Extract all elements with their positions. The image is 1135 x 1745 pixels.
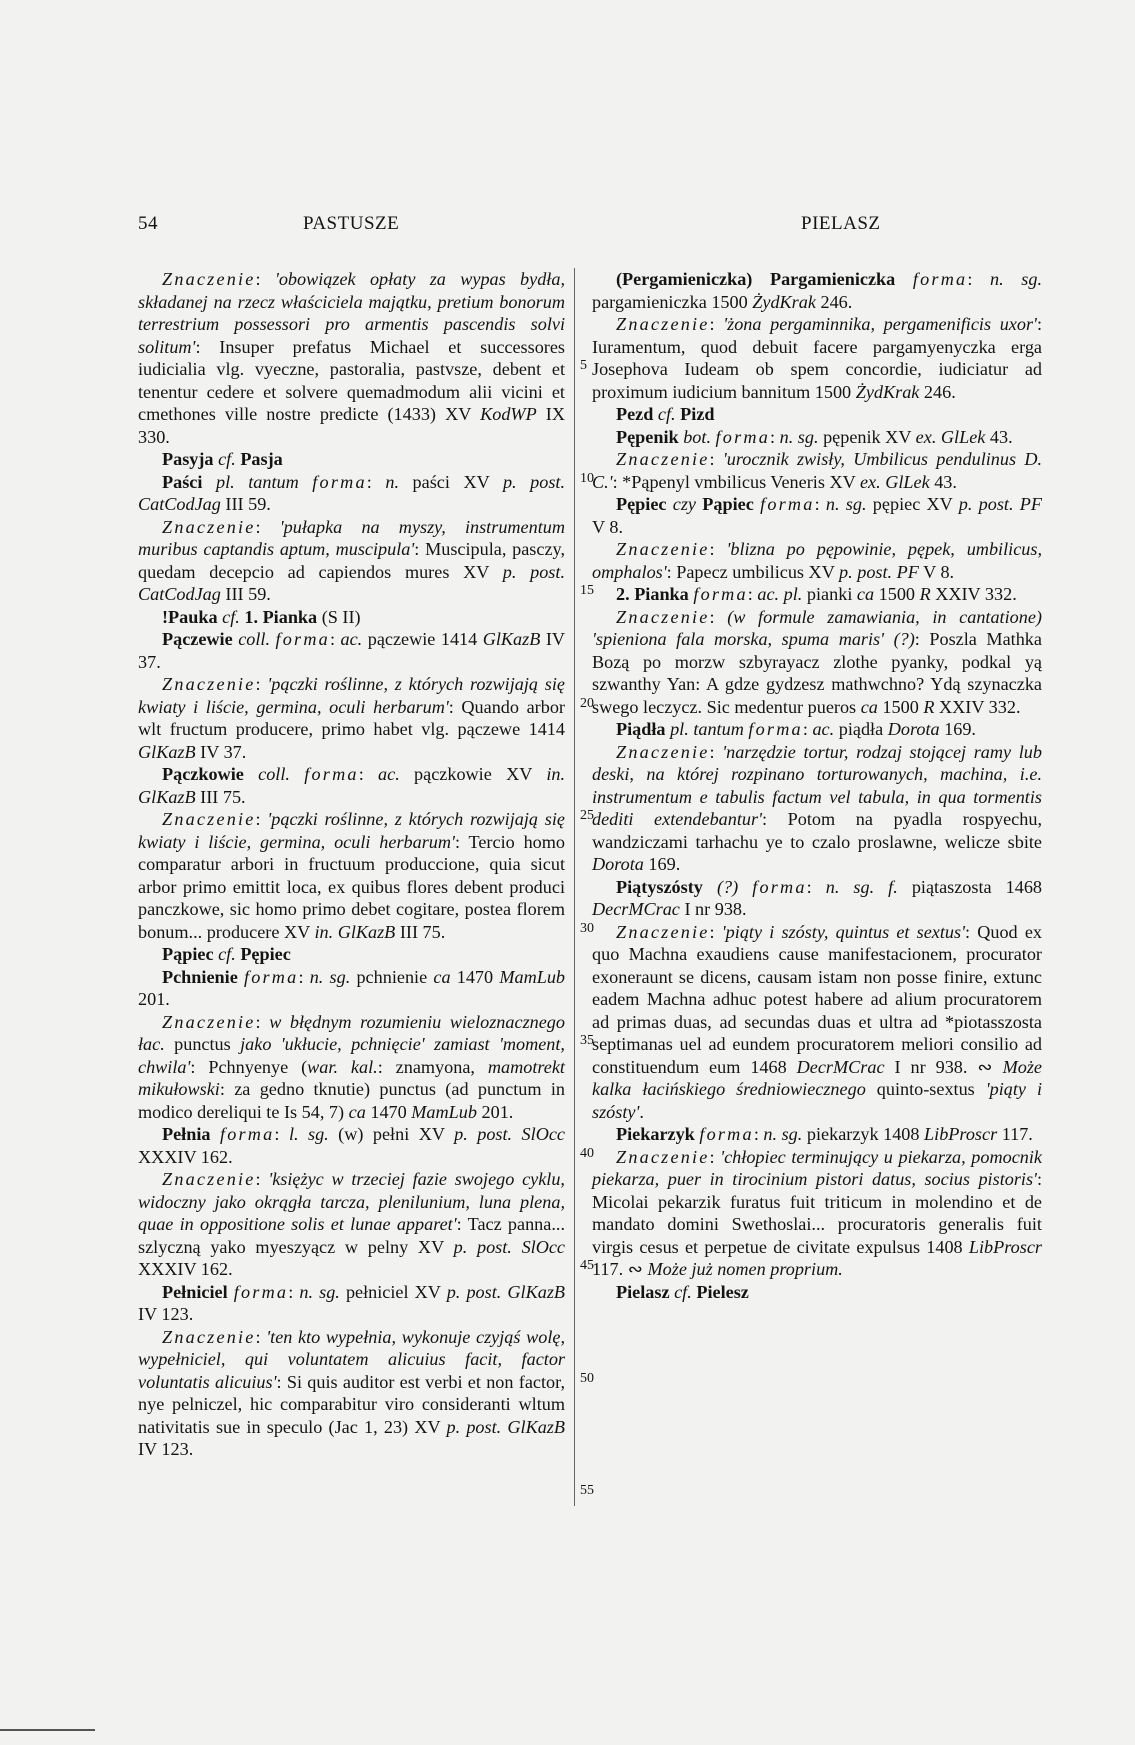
right-column-paragraph: Znaczenie: 'chłopiec terminujący u piekarza, pomocnik piekarza, puer in tirocinium pistori datus, socius pistoris': Micolai pekarzik furatus fuit triticum in molendino et de mandato domini Swethoslai... procuratoris generalis fuit virgis cesus et perpetue de civitate expulsus 1408 LibProscr 117. ∾ Może już nomen proprium. — [592, 1146, 1042, 1279]
right-column-paragraph: Znaczenie: 'narzędzie tortur, rodzaj stojącej ramy lub deski, na której rozpinano torturowanych, machina, i.e. instrumentum e tabulis factum vel tabula, in qua tormentis dediti extendebantur': Potom na pyadla rospyechu, wandziczami tarhachu ye to czalo proslawne, welicze sbite Dorota 169. — [592, 741, 1042, 874]
right-column-paragraph: 2. Pianka forma: ac. pl. pianki ca 1500 R XXIV 332. — [616, 584, 1017, 604]
right-column-paragraph: Znaczenie: 'piąty i szósty, quintus et sextus': Quod ex quo Machna exaudiens cause manifestacionem, procurator exoneraunt se dicens, causam istam non posse finire, extunc eadem Machna adhuc potest habere ad alium procuratorem ad primas duas, ad secundas duas et ultra ad *piotasszosta septimanas uel ad eundem procuratorem meliori consilio ad constituendum eum 1468 DecrMCrac I nr 938. ∾ Może kalka łacińskiego średniowiecznego quinto-sextus 'piąty i szósty'. — [592, 921, 1043, 1122]
right-column-paragraph: Piądła pl. tantum forma: ac. piądła Dorota 169. — [616, 719, 976, 739]
right-column-paragraph: Pępenik bot. forma: n. sg. pępenik XV ex. GlLek 43. — [616, 426, 1013, 447]
line-number: 15 — [580, 583, 594, 598]
page-number: 54 — [138, 213, 158, 234]
right-column — [592, 268, 1042, 1303]
line-number: 20 — [580, 695, 594, 711]
column-divider — [574, 268, 575, 1506]
footer-rule — [0, 1729, 95, 1731]
right-guide-word: PIELASZ — [801, 213, 881, 234]
left-column-paragraph: Paści pl. tantum forma: n. paści XV p. post. CatCodJag III 59. — [138, 471, 565, 514]
right-column-paragraph: Znaczenie: 'urocznik zwisły, Umbilicus pendulinus D. C.': *Pąpenyl vmbilicus Veneris XV ex. GlLek 43. — [592, 449, 1042, 492]
right-column-paragraph: Piekarzyk forma: n. sg. piekarzyk 1408 LibProscr 117. — [616, 1124, 1033, 1144]
left-guide-word: PASTUSZE — [303, 213, 400, 234]
left-column-paragraph: Pąpiec cf. Pępiec — [162, 944, 291, 964]
line-number: 25 — [580, 808, 594, 823]
left-column-paragraph: Znaczenie: 'księżyc w trzeciej fazie swojego cyklu, widoczny jako okrągła tarcza, plenilunium, luna plena, quae in oppositione solis et lunae apparet': Tacz panna... szlyczną yako myeszyącz w pelny XV p. post. SlOcc XXXIV 162. — [138, 1169, 566, 1279]
line-number: 35 — [580, 1033, 594, 1048]
line-number: 5 — [580, 358, 587, 373]
left-column-paragraph: Pchnienie forma: n. sg. pchnienie ca 1470 MamLub 201. — [138, 966, 566, 1009]
right-column-paragraph: Znaczenie: (w formule zamawiania, in cantatione) 'spieniona fala morska, spuma maris' (?): Poszla Mathka Bozą po morzw szbyrayacz zlothe pyanky, podkal yą szwanthy Yan: A gdze gydzesz mathwchno? Ydą szynaczka swego leczycz. Sic medentur pueros ca 1500 R XXIV 332. — [592, 606, 1042, 717]
left-column-paragraph: Pączewie coll. forma: ac. pączewie 1414 GlKazB IV 37. — [138, 629, 566, 672]
left-column — [138, 268, 565, 1461]
line-number: 30 — [580, 920, 594, 936]
left-column-paragraph: Znaczenie: 'obowiązek opłaty za wypas bydła, składanej na rzecz właściciela majątku, pretium bonorum terrestrium possessori pro armentis pascendis solvi solitum': Insuper prefatus Michael et successores iudicialia vlg. vyeczne, pastoralia, pastvsze, debent et tenentur cedere et solvere quemadmodum alii vicini et cmethones ville nostre predicte (1433) XV KodWP IX 330. — [138, 269, 565, 447]
left-column-paragraph: Znaczenie: 'ten kto wypełnia, wykonuje czyjąś wolę, wypełniciel, qui voluntatem alicuius facit, factor voluntatis alicuius': Si quis auditor est verbi et non factor, nye pelniczel, hic comparabitur viro consideranti wltum nativitatis sue in speculo (Jac 1, 23) XV p. post. GlKazB IV 123. — [138, 1326, 565, 1459]
left-column-paragraph: Pasyja cf. Pasja — [162, 449, 283, 469]
right-column-paragraph: Znaczenie: 'żona pergaminnika, pergamenificis uxor': Iuramentum, quod debuit facere pargamyenyczka erga Josephova Iudeam ob spem concordie, iudiciatur ad proximum iudicium bannitum 1500 ŻydKrak 246. — [592, 314, 1042, 402]
line-number: 45 — [580, 1258, 594, 1273]
line-number: 55 — [580, 1483, 594, 1498]
line-number: 50 — [580, 1370, 594, 1386]
right-column-paragraph: Pezd cf. Pizd — [616, 404, 715, 424]
left-column-paragraph: Pełniciel forma: n. sg. pełniciel XV p. post. GlKazB IV 123. — [138, 1281, 566, 1324]
right-column-paragraph: Pielasz cf. Pielesz — [616, 1281, 749, 1302]
left-column-paragraph: Pełnia forma: l. sg. (w) pełni XV p. post. SlOcc XXXIV 162. — [138, 1124, 565, 1167]
line-number: 10 — [580, 470, 594, 486]
left-column-paragraph: Znaczenie: 'pułapka na myszy, instrumentum muribus captandis aptum, muscipula': Muscipula, pasczy, quedam decepcio ad capiendos mures XV p. post. CatCodJag III 59. — [138, 516, 565, 604]
right-column-paragraph: Piątyszósty (?) forma: n. sg. f. piątaszosta 1468 DecrMCrac I nr 938. — [592, 876, 1043, 919]
line-number: 40 — [580, 1145, 594, 1161]
right-column-paragraph: Znaczenie: 'blizna po pępowinie, pępek, umbilicus, omphalos': Papecz umbilicus XV p. post. PF V 8. — [592, 539, 1042, 582]
left-column-paragraph: Znaczenie: 'pączki roślinne, z których rozwijają się kwiaty i liście, germina, oculi herbarum': Tercio homo comparatur arbori in fructuum produccione, quia sicut arbor primo emittit loca, ex quibus flores debent produci panczkowe, sic homo primo debet cogitare, postea florem bonum... producere XV in. GlKazB III 75. — [138, 809, 566, 942]
left-column-paragraph: Pączkowie coll. forma: ac. pączkowie XV in. GlKazB III 75. — [138, 764, 566, 807]
left-column-paragraph: Znaczenie: w błędnym rozumieniu wieloznacznego łac. punctus jako 'ukłucie, pchnięcie' zamiast 'moment, chwila': Pchnyenye (war. kal.: znamyona, mamotrekt mikułowski: za gedno tknutie) punctus (ad punctum in modico dereliqui te Is 54, 7) ca 1470 MamLub 201. — [138, 1011, 565, 1122]
left-column-paragraph: Znaczenie: 'pączki roślinne, z których rozwijają się kwiaty i liście, germina, oculi herbarum': Quando arbor wlt fructum producere, primo habet vlg. pączewe 1414 GlKazB IV 37. — [138, 674, 565, 762]
right-column-paragraph: Pępiec czy Pąpiec forma: n. sg. pępiec XV p. post. PF V 8. — [592, 494, 1043, 537]
left-column-paragraph: !Pauka cf. 1. Pianka (S II) — [162, 606, 361, 627]
right-column-paragraph: (Pergamieniczka) Pargamieniczka forma: n. sg. pargamieniczka 1500 ŻydKrak 246. — [592, 269, 1042, 312]
